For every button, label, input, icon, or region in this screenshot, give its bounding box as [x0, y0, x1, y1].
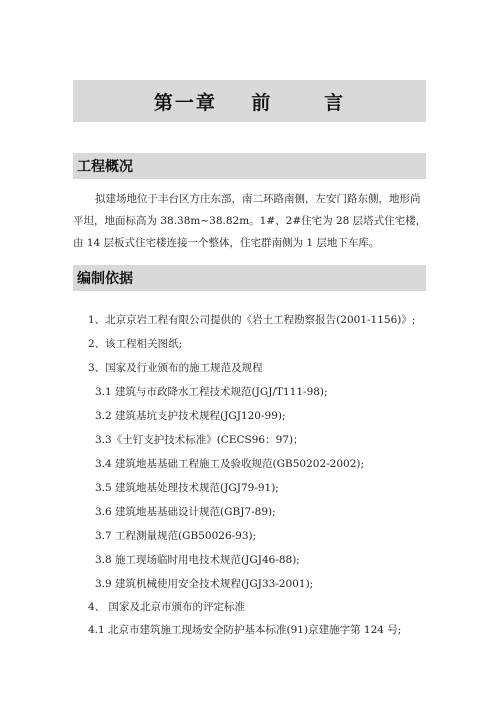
overview-paragraph: [73, 188, 429, 254]
list-item: 3.7 工程测量规范(GB50026-93);: [95, 530, 257, 542]
list-item: 3.4 建筑地基基础工程施工及验收规范(GB50202-2002);: [95, 458, 365, 470]
list-item: 3.5 建筑地基处理技术规范(JGJ79-91);: [95, 482, 279, 494]
list-item: 2、该工程相关图纸;: [88, 338, 183, 350]
section-heading-overview: [73, 153, 426, 179]
list-item: 3、国家及行业颁布的施工规范及规程: [88, 362, 263, 374]
section-heading-basis: [73, 265, 426, 291]
list-item: 1、北京京岩工程有限公司提供的《岩土工程勘察报告(2001-1156)》;: [88, 314, 416, 326]
overview-paragraph-text: 拟建场地位于丰台区方庄东部，南二环路南侧，左安门路东侧，地形尚平坦，地面标高为 38.38m~38.82m。1#、2#住宅为 28 层塔式住宅楼，由 14 层板式住宅楼连接一个整体，住宅群南侧为 1 层地下车库。: [73, 193, 427, 249]
list-item: 3.3《土钉支护技术标准》(CECS96：97)；: [95, 434, 304, 446]
list-item: 3.6 建筑地基基础设计规范(GBJ7-89);: [95, 506, 276, 518]
list-item: 3.8 施工现场临时用电技术规范(JGJ46-88);: [95, 554, 300, 566]
list-item: 4.1 北京市建筑施工现场安全防护基本标准(91)京建施字第 124 号;: [88, 624, 402, 636]
section-title-basis: 编制依据: [77, 271, 133, 287]
list-item: 3.2 建筑基坑支护技术规程(JGJ120-99);: [95, 410, 286, 422]
chapter-title: 第一章 前 言: [153, 91, 346, 114]
list-item: 3.1 建筑与市政降水工程技术规范(JGJ/T111-98);: [95, 386, 328, 398]
list-item: 3.9 建筑机械使用安全技术规程(JGJ33-2001);: [95, 578, 314, 590]
chapter-heading-band: [73, 80, 426, 122]
section-title-overview: 工程概况: [77, 159, 133, 175]
list-item: 4、 国家及北京市颁布的评定标准: [88, 601, 246, 613]
